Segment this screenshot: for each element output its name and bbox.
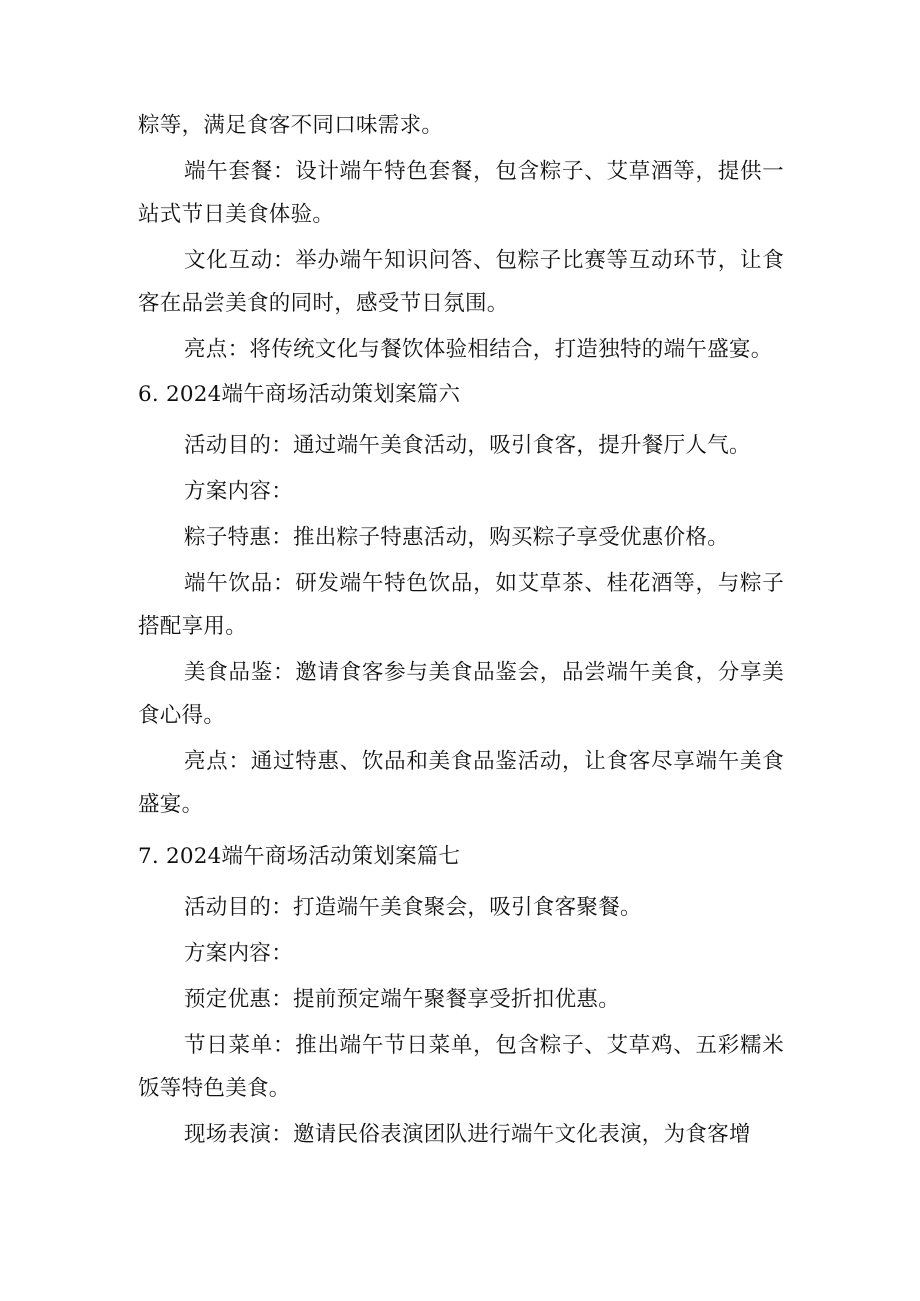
section-7-heading: 7. 2024端午商场活动策划案篇七	[138, 844, 461, 869]
paragraph-cultural-interaction: 文化互动：举办端午知识问答、包粽子比赛等互动环节，让食客在品尝美食的同时，感受节日氛围。	[138, 248, 784, 316]
paragraph-s6-purpose: 活动目的：通过端午美食活动，吸引食客，提升餐厅人气。	[184, 433, 751, 458]
paragraph-s6-highlight: 亮点：通过特惠、饮品和美食品鉴活动，让食客尽享端午美食盛宴。	[138, 749, 784, 817]
paragraph-s7-purpose: 活动目的：打造端午美食聚会，吸引食客聚餐。	[184, 895, 642, 920]
paragraph-continuation: 粽等，满足食客不同口味需求。	[138, 113, 444, 138]
paragraph-duanwu-set-meal: 端午套餐：设计端午特色套餐，包含粽子、艾草酒等，提供一站式节日美食体验。	[138, 159, 784, 227]
section-6-heading: 6. 2024端午商场活动策划案篇六	[138, 382, 461, 407]
paragraph-highlight-5: 亮点：将传统文化与餐饮体验相结合，打造独特的端午盛宴。	[184, 337, 773, 362]
paragraph-s6-drinks: 端午饮品：研发端午特色饮品，如艾草茶、桂花酒等，与粽子搭配享用。	[138, 571, 784, 639]
paragraph-s7-booking: 预定优惠：提前预定端午聚餐享受折扣优惠。	[184, 987, 621, 1012]
paragraph-s6-tasting: 美食品鉴：邀请食客参与美食品鉴会，品尝端午美食，分享美食心得。	[138, 660, 784, 728]
paragraph-s6-plan-label: 方案内容：	[184, 479, 294, 504]
paragraph-s7-menu: 节日菜单：推出端午节日菜单，包含粽子、艾草鸡、五彩糯米饭等特色美食。	[138, 1033, 784, 1101]
paragraph-s7-plan-label: 方案内容：	[184, 941, 294, 966]
document-body	[138, 104, 784, 1156]
paragraph-s7-performance: 现场表演：邀请民俗表演团队进行端午文化表演，为食客增	[184, 1122, 751, 1147]
paragraph-s6-zongzi-offer: 粽子特惠：推出粽子特惠活动，购买粽子享受优惠价格。	[184, 525, 730, 550]
